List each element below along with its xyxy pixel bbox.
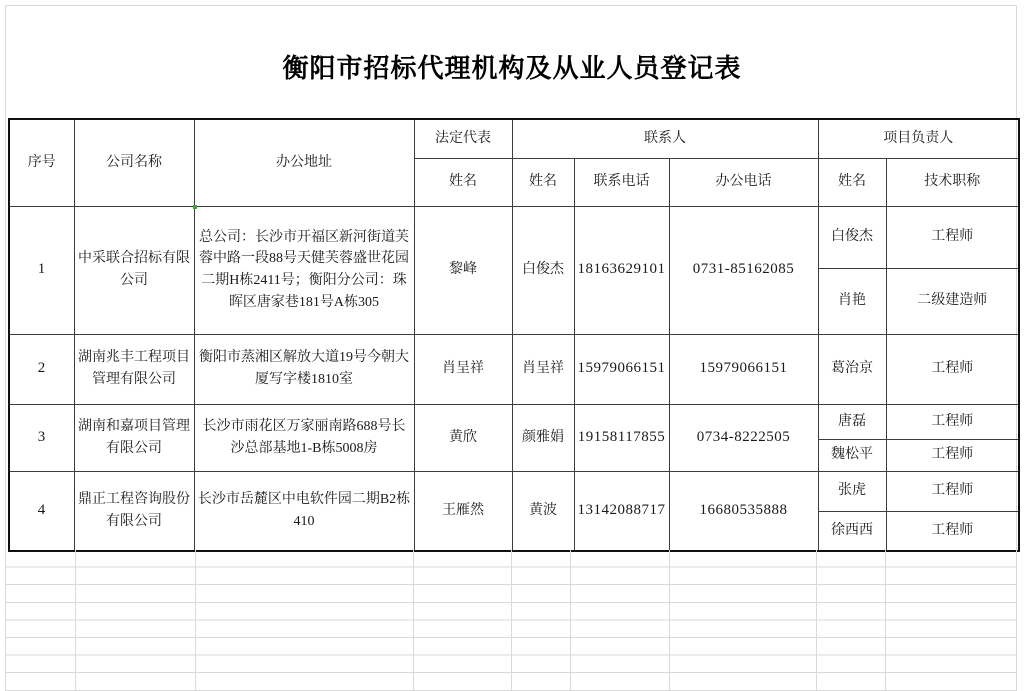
gridline-vertical — [75, 550, 76, 691]
cell-address: 总公司：长沙市开福区新河街道芙蓉中路一段88号天健芙蓉盛世花园二期H栋2411号；衡阳分公司：珠晖区唐家巷181号A栋305 — [194, 206, 414, 334]
cell-company: 湖南兆丰工程项目管理有限公司 — [74, 334, 194, 404]
cell-pm-name: 唐磊 — [818, 404, 886, 439]
cell-pm-title: 工程师 — [886, 334, 1019, 404]
cell-address: 衡阳市蒸湘区解放大道19号今朝大厦写字楼1810室 — [194, 334, 414, 404]
cell-legal-rep: 王雁然 — [414, 471, 512, 551]
cell-company: 鼎正工程咨询股份有限公司 — [74, 471, 194, 551]
cell-pm-name: 魏松平 — [818, 439, 886, 471]
header-address: 办公地址 — [194, 119, 414, 206]
header-seq: 序号 — [9, 119, 74, 206]
cell-office-phone: 15979066151 — [669, 334, 818, 404]
cell-address: 长沙市雨花区万家丽南路688号长沙总部基地1-B栋5008房 — [194, 404, 414, 471]
table-row — [9, 206, 1019, 268]
cell-pm-title: 工程师 — [886, 206, 1019, 268]
cell-seq: 3 — [9, 404, 74, 471]
header-company: 公司名称 — [74, 119, 194, 206]
cell-legal-rep: 黄欣 — [414, 404, 512, 471]
cell-pm-name: 白俊杰 — [818, 206, 886, 268]
registration-table — [8, 118, 1020, 552]
cell-pm-name: 葛治京 — [818, 334, 886, 404]
cell-contact-name: 白俊杰 — [512, 206, 574, 334]
cell-seq: 4 — [9, 471, 74, 551]
cell-office-phone: 16680535888 — [669, 471, 818, 551]
cell-pm-title: 工程师 — [886, 439, 1019, 471]
cell-legal-rep: 黎峰 — [414, 206, 512, 334]
cell-pm-title: 工程师 — [886, 511, 1019, 551]
cell-company: 中采联合招标有限公司 — [74, 206, 194, 334]
gridline-vertical — [669, 550, 670, 691]
table-row — [9, 471, 1019, 511]
table-row — [9, 404, 1019, 439]
cell-contact-phone: 15979066151 — [574, 334, 669, 404]
cell-contact-name: 肖呈祥 — [512, 334, 574, 404]
cell-pm-name: 肖艳 — [818, 268, 886, 334]
cell-office-phone: 0731-85162085 — [669, 206, 818, 334]
cell-pm-title: 二级建造师 — [886, 268, 1019, 334]
header-legal-rep-group: 法定代表 — [414, 119, 512, 158]
cell-marker — [193, 205, 197, 209]
cell-contact-phone: 18163629101 — [574, 206, 669, 334]
cell-contact-name: 黄波 — [512, 471, 574, 551]
header-pm-group: 项目负责人 — [818, 119, 1019, 158]
cell-company: 湖南和嘉项目管理有限公司 — [74, 404, 194, 471]
gridline-vertical — [885, 550, 886, 691]
header-contact-group: 联系人 — [512, 119, 818, 158]
gridline-vertical — [195, 550, 196, 691]
header-pm-title: 技术职称 — [886, 158, 1019, 206]
gridline-vertical — [1016, 550, 1017, 691]
cell-pm-title: 工程师 — [886, 471, 1019, 511]
gridline-vertical — [511, 550, 512, 691]
cell-office-phone: 0734-8222505 — [669, 404, 818, 471]
header-office-phone: 办公电话 — [669, 158, 818, 206]
page-title: 衡阳市招标代理机构及从业人员登记表 — [282, 54, 742, 83]
cell-pm-title: 工程师 — [886, 404, 1019, 439]
cell-legal-rep: 肖呈祥 — [414, 334, 512, 404]
cell-contact-name: 颜雅娟 — [512, 404, 574, 471]
cell-contact-phone: 19158117855 — [574, 404, 669, 471]
cell-address: 长沙市岳麓区中电软件园二期B2栋410 — [194, 471, 414, 551]
cell-seq: 1 — [9, 206, 74, 334]
cell-seq: 2 — [9, 334, 74, 404]
gridline-vertical — [816, 550, 817, 691]
gridline-vertical — [413, 550, 414, 691]
header-contact-phone: 联系电话 — [574, 158, 669, 206]
cell-pm-name: 张虎 — [818, 471, 886, 511]
header-pm-name: 姓名 — [818, 158, 886, 206]
header-contact-name: 姓名 — [512, 158, 574, 206]
cell-pm-name: 徐西西 — [818, 511, 886, 551]
header-legal-rep-name: 姓名 — [414, 158, 512, 206]
gridline-vertical — [570, 550, 571, 691]
cell-contact-phone: 13142088717 — [574, 471, 669, 551]
table-row — [9, 334, 1019, 404]
